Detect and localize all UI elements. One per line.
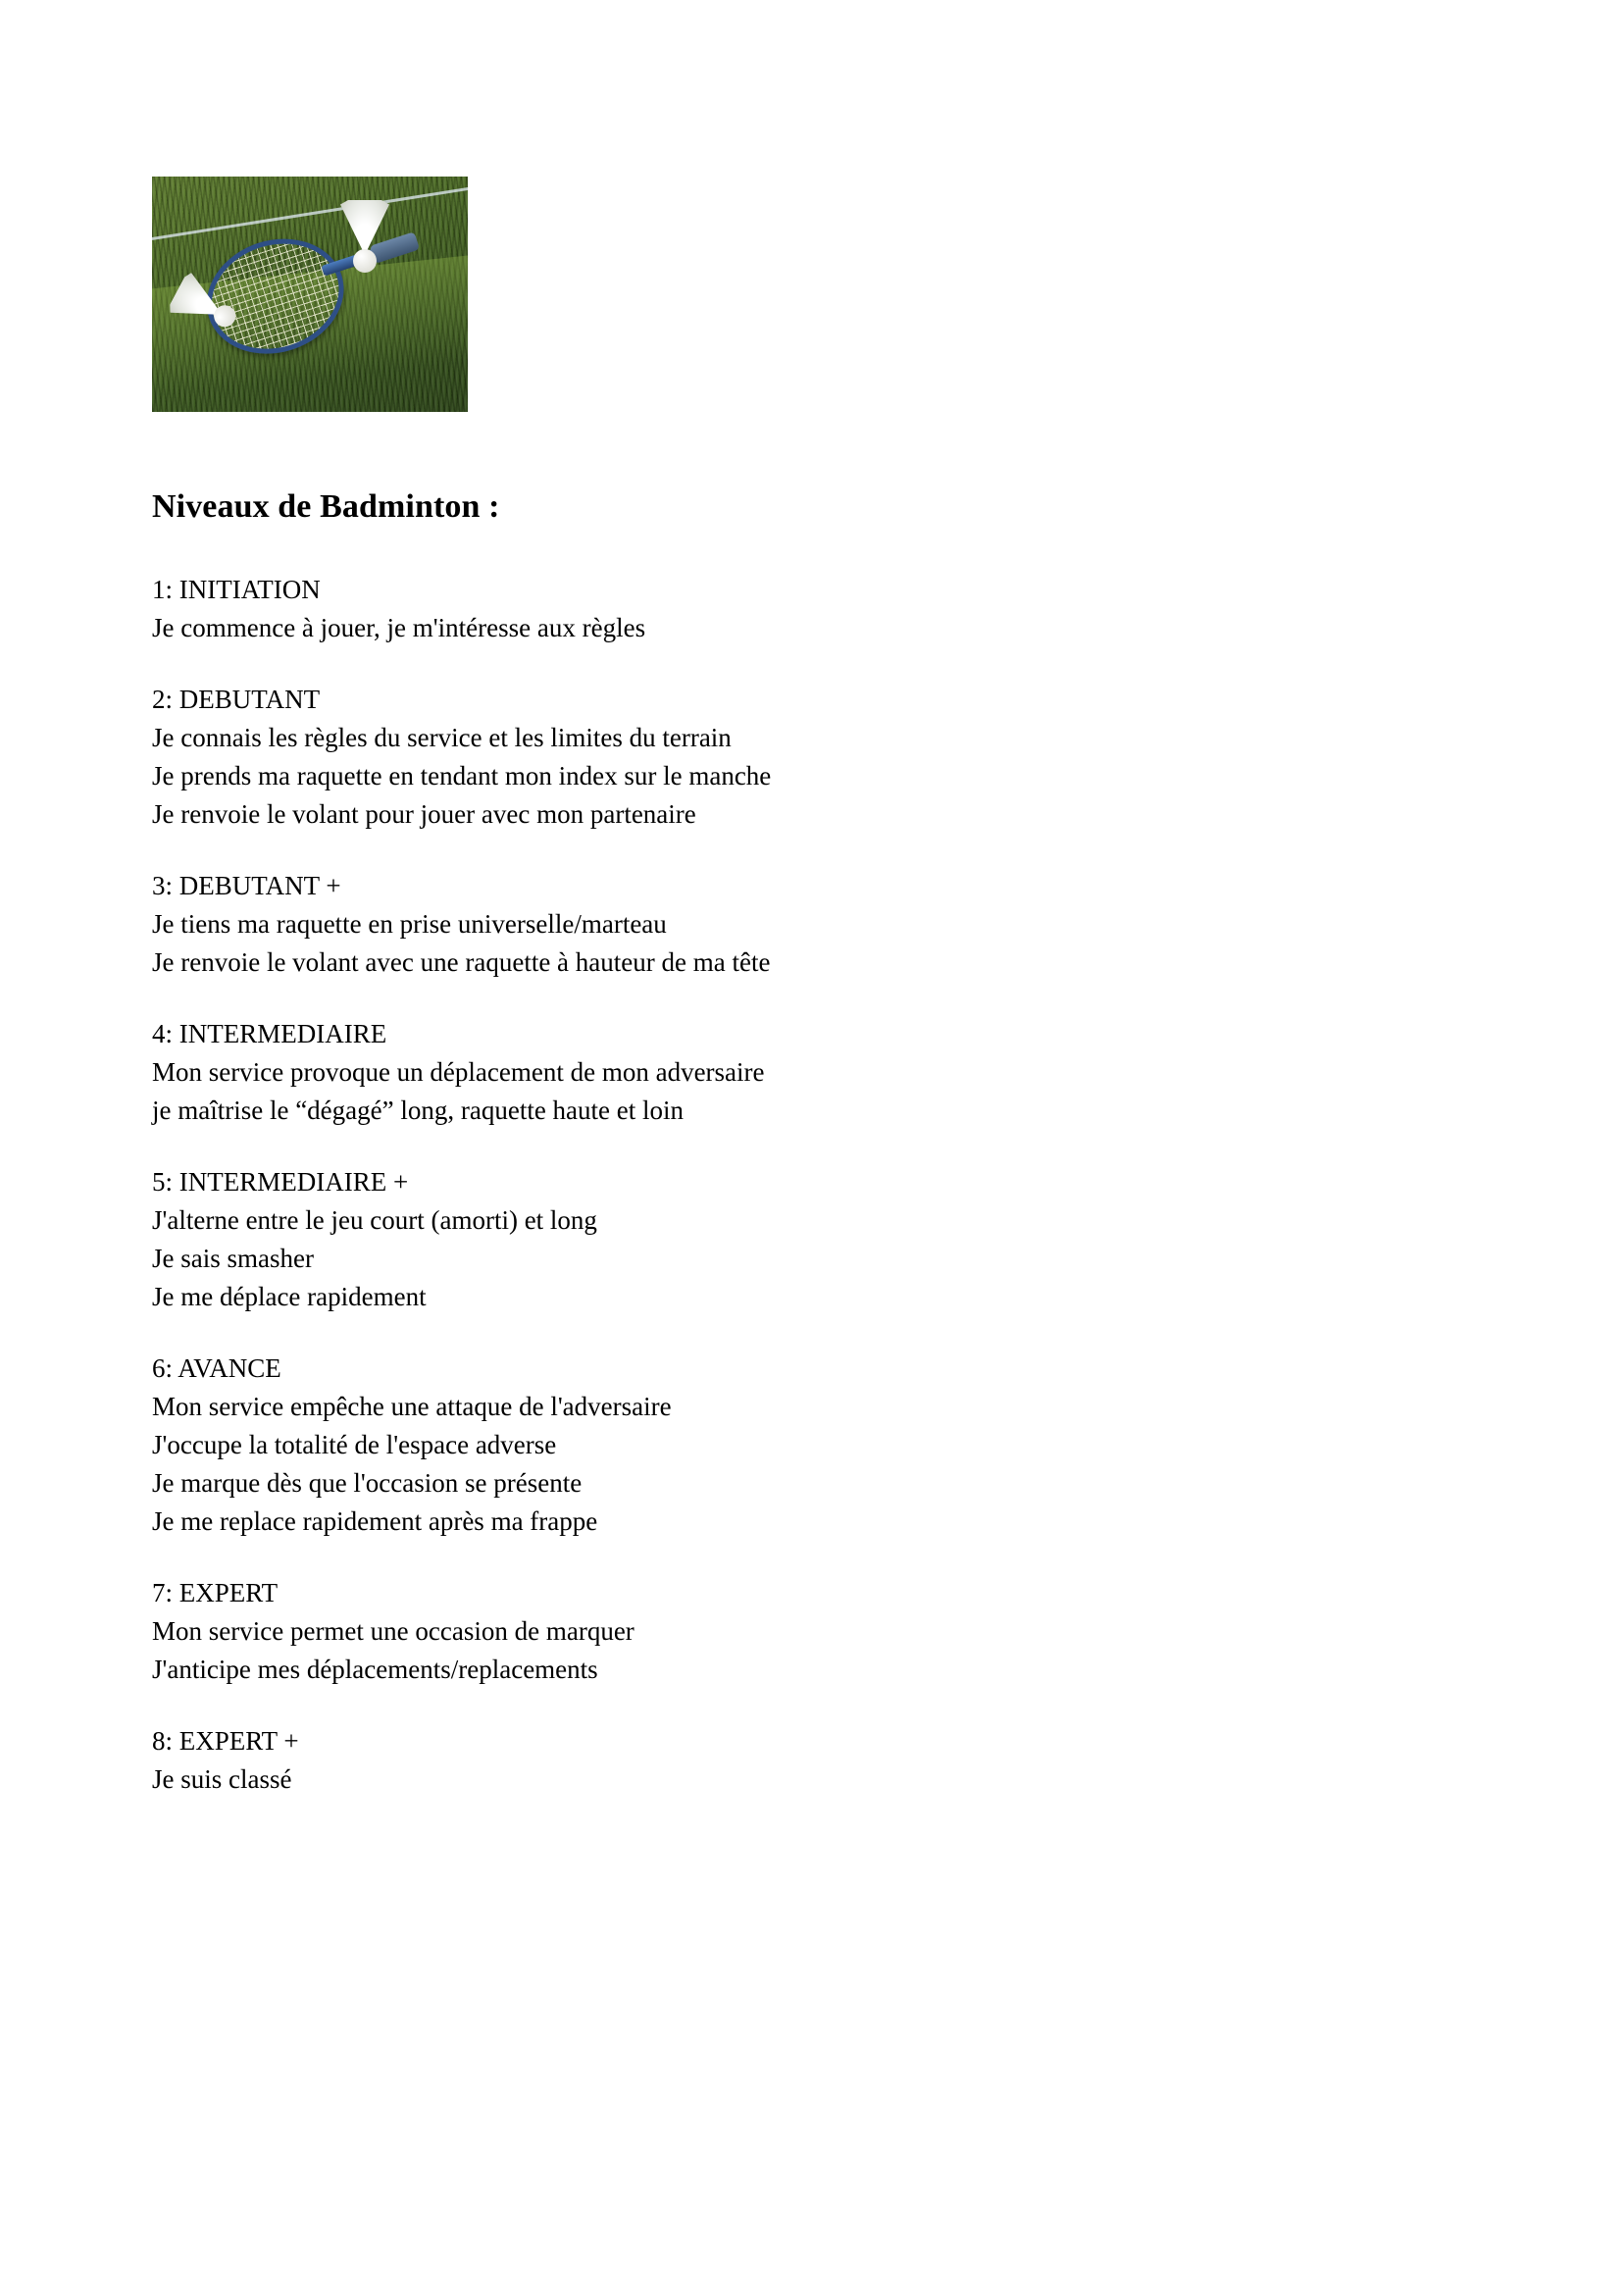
level-line: Mon service permet une occasion de marquer (152, 1616, 634, 1646)
level-line: Je marque dès que l'occasion se présente (152, 1468, 583, 1498)
document-content (152, 177, 1466, 1832)
level-line: Je me déplace rapidement (152, 1282, 427, 1311)
shuttlecock-cork (353, 249, 377, 273)
level-line: Je renvoie le volant avec une raquette à hauteur de ma tête (152, 947, 771, 977)
badminton-photo-image (152, 177, 468, 412)
level-line: J'occupe la totalité de l'espace adverse (152, 1430, 557, 1459)
level-heading: 8: EXPERT + (152, 1726, 299, 1756)
level-heading: 7: EXPERT (152, 1578, 279, 1607)
level-line: Je suis classé (152, 1764, 292, 1794)
level-heading: 3: DEBUTANT + (152, 871, 341, 900)
level-line: Je commence à jouer, je m'intéresse aux règles (152, 613, 646, 642)
level-block (152, 1722, 1466, 1799)
level-block (152, 867, 1466, 982)
level-line: J'alterne entre le jeu court (amorti) et long (152, 1205, 597, 1235)
level-line: Je me replace rapidement après ma frappe (152, 1506, 598, 1536)
level-line: Je prends ma raquette en tendant mon index sur le manche (152, 761, 772, 790)
badminton-photo (152, 177, 468, 412)
level-line: Je sais smasher (152, 1244, 314, 1273)
level-heading: 6: AVANCE (152, 1353, 281, 1383)
level-block (152, 1163, 1466, 1316)
level-block (152, 1574, 1466, 1689)
shuttlecock-feathers (340, 200, 389, 255)
level-heading: 5: INTERMEDIAIRE + (152, 1167, 409, 1197)
level-line: J'anticipe mes déplacements/replacements (152, 1655, 598, 1684)
level-heading: 1: INITIATION (152, 575, 321, 604)
page-title: Niveaux de Badminton : (152, 488, 500, 525)
level-block (152, 1350, 1466, 1541)
level-line: Je connais les règles du service et les limites du terrain (152, 723, 732, 752)
level-line: Mon service provoque un déplacement de mon adversaire (152, 1057, 765, 1087)
shuttlecock-icon (334, 200, 395, 277)
level-heading: 2: DEBUTANT (152, 685, 321, 714)
level-line: Je renvoie le volant pour jouer avec mon partenaire (152, 799, 696, 829)
level-block (152, 1015, 1466, 1130)
level-line: Mon service empêche une attaque de l'adversaire (152, 1392, 672, 1421)
level-heading: 4: INTERMEDIAIRE (152, 1019, 387, 1048)
level-block (152, 571, 1466, 647)
level-line: je maîtrise le “dégagé” long, raquette haute et loin (152, 1096, 685, 1125)
level-line: Je tiens ma raquette en prise universelle/marteau (152, 909, 667, 939)
levels-list (152, 571, 1466, 1799)
level-block (152, 681, 1466, 834)
